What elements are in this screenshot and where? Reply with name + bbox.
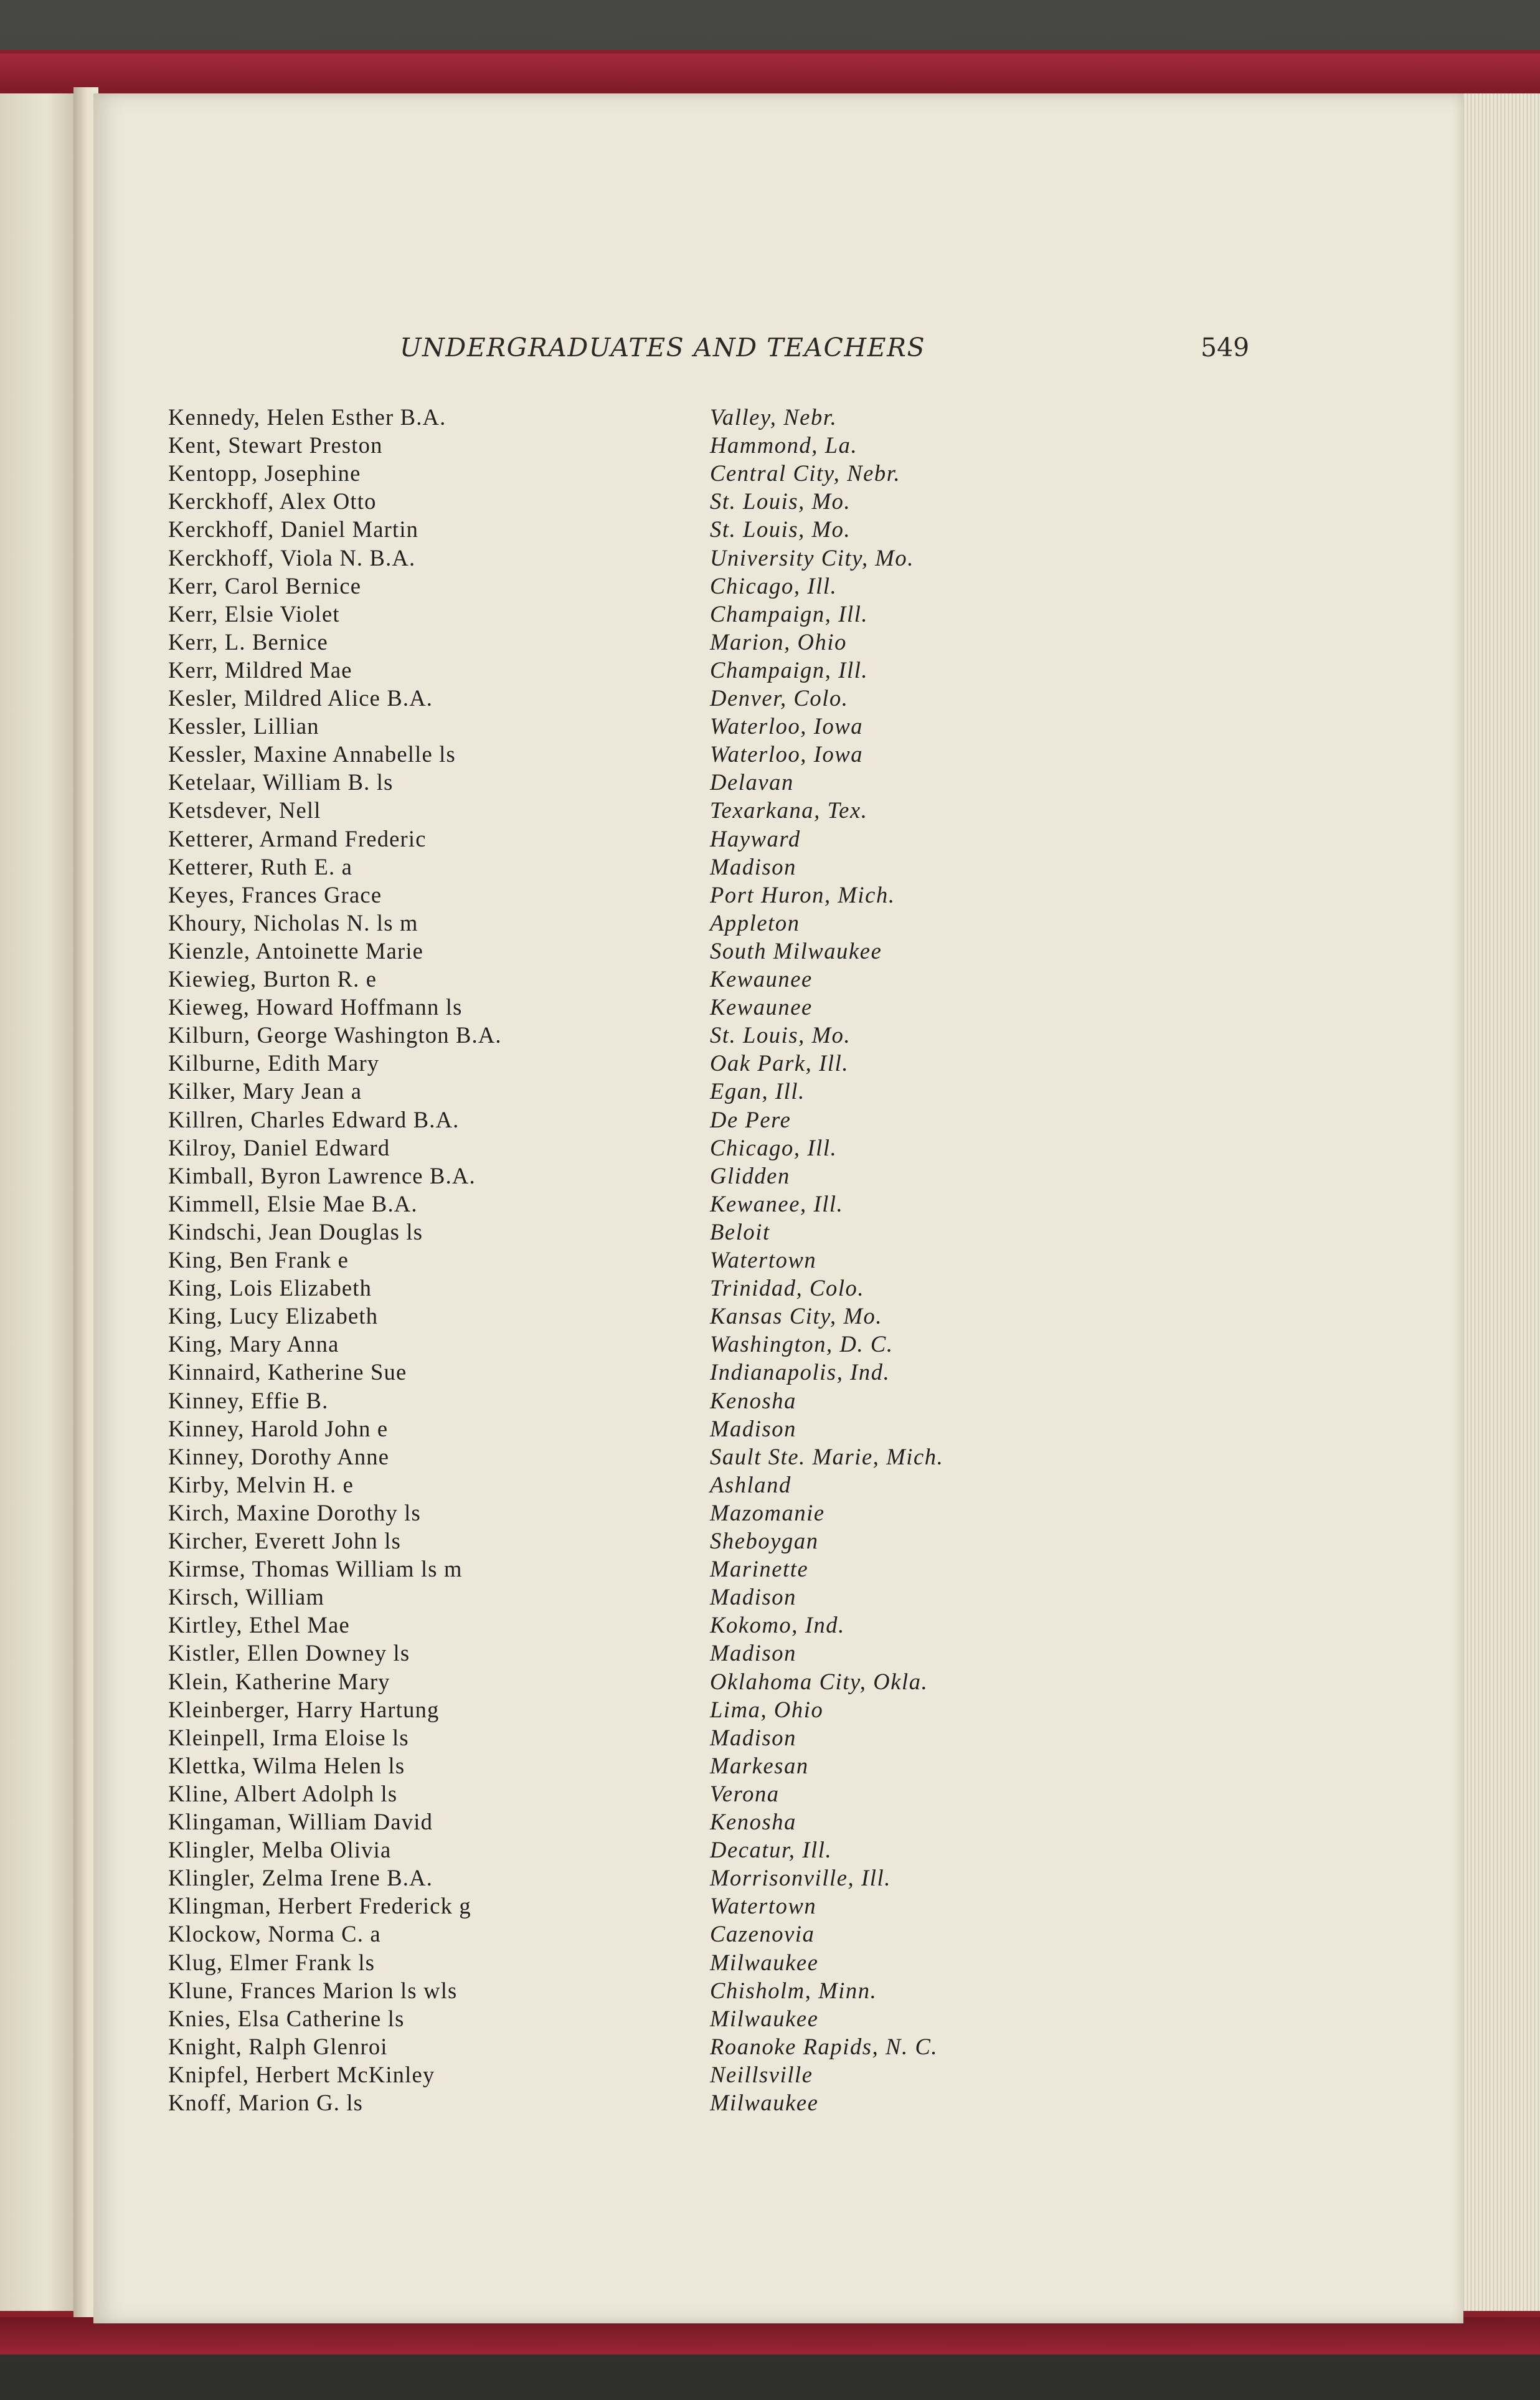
directory-entry — [0, 1050, 1540, 1078]
entry-place: Madison — [710, 1724, 796, 1750]
entry-name: Knoff, Marion G. ls — [168, 2090, 364, 2115]
entry-name: Ketterer, Armand Frederic — [168, 825, 427, 851]
entry-place: Central City, Nebr. — [710, 460, 901, 486]
entry-place: Oklahoma City, Okla. — [710, 1668, 928, 1694]
entry-name: Kirsch, William — [168, 1584, 325, 1610]
entry-name: Kienzle, Antoinette Marie — [168, 937, 424, 964]
directory-entry — [0, 1190, 1540, 1218]
entry-name: Kirby, Melvin H. e — [168, 1471, 354, 1497]
entry-name: Kilburne, Edith Mary — [168, 1050, 380, 1076]
entry-place: Champaign, Ill. — [710, 600, 869, 627]
directory-entry — [0, 853, 1540, 881]
entry-place: Indianapolis, Ind. — [710, 1359, 890, 1385]
entry-place: Kenosha — [710, 1809, 796, 1834]
entry-place: Egan, Ill. — [710, 1078, 805, 1104]
directory-entry — [0, 432, 1540, 460]
entry-place: Markesan — [710, 1752, 809, 1778]
entry-place: Lima, Ohio — [710, 1696, 824, 1722]
directory-entry — [0, 713, 1540, 741]
entry-name: Klockow, Norma C. a — [168, 1921, 381, 1947]
entry-name: Knight, Ralph Glenroi — [168, 2033, 388, 2059]
entry-name: Ketterer, Ruth E. a — [168, 853, 352, 880]
entry-place: Kewanee, Ill. — [710, 1190, 844, 1217]
directory-entry — [0, 1920, 1540, 1948]
directory-entry — [0, 1836, 1540, 1864]
entry-place: Watertown — [710, 1247, 817, 1273]
directory-entry — [0, 1218, 1540, 1246]
directory-entry — [0, 516, 1540, 544]
entry-name: Kimmell, Elsie Mae B.A. — [168, 1190, 418, 1217]
directory-entry — [0, 1864, 1540, 1892]
entry-place: Verona — [710, 1780, 780, 1806]
directory-entry — [0, 1752, 1540, 1780]
directory-entry — [0, 1162, 1540, 1190]
entry-place: Decatur, Ill. — [710, 1837, 833, 1863]
entry-place: Glidden — [710, 1162, 790, 1188]
directory-entry — [0, 1134, 1540, 1162]
directory-entry — [0, 2061, 1540, 2089]
directory-entry — [0, 488, 1540, 516]
entry-place: Cazenovia — [710, 1921, 815, 1947]
entry-name: Keyes, Frances Grace — [168, 881, 382, 908]
entry-name: Kirch, Maxine Dorothy ls — [168, 1499, 421, 1525]
entry-place: Appleton — [710, 909, 800, 936]
entry-name: Klune, Frances Marion ls wls — [168, 1977, 458, 2003]
entry-name: Kilburn, George Washington B.A. — [168, 1022, 502, 1048]
entry-name: Kilker, Mary Jean a — [168, 1078, 362, 1104]
entry-place: Neillsville — [710, 2061, 813, 2087]
directory-entry — [0, 1302, 1540, 1330]
directory-entry — [0, 1499, 1540, 1527]
directory-entry — [0, 460, 1540, 488]
directory-entry — [0, 1949, 1540, 1977]
directory-entry — [0, 628, 1540, 657]
entry-name: Kircher, Everett John ls — [168, 1528, 401, 1553]
entry-name: Kennedy, Helen Esther B.A. — [168, 404, 446, 430]
directory-entry — [0, 1808, 1540, 1836]
entry-place: Kewaunee — [710, 994, 813, 1020]
entry-place: St. Louis, Mo. — [710, 488, 851, 515]
entry-name: Kerr, Mildred Mae — [168, 657, 352, 683]
directory-entry — [0, 937, 1540, 965]
entry-name: Knies, Elsa Catherine ls — [168, 2005, 405, 2031]
entry-place: Beloit — [710, 1218, 770, 1245]
directory-entry — [0, 1892, 1540, 1920]
entry-name: Killren, Charles Edward B.A. — [168, 1106, 460, 1132]
entry-name: Kerckhoff, Daniel Martin — [168, 516, 419, 543]
entry-name: Kirtley, Ethel Mae — [168, 1612, 350, 1638]
entry-name: Khoury, Nicholas N. ls m — [168, 909, 418, 936]
entry-name: Kessler, Maxine Annabelle ls — [168, 741, 456, 767]
entry-place: Sheboygan — [710, 1528, 819, 1553]
directory-entry — [0, 600, 1540, 628]
entry-place: Madison — [710, 1640, 796, 1666]
running-title: UNDERGRADUATES AND TEACHERS — [400, 333, 926, 363]
entry-name: Klingaman, William David — [168, 1809, 433, 1834]
directory-entry — [0, 1724, 1540, 1752]
entry-place: Milwaukee — [710, 2005, 819, 2031]
directory-entry — [0, 2033, 1540, 2061]
entry-name: Kesler, Mildred Alice B.A. — [168, 685, 433, 711]
entry-name: Kinney, Effie B. — [168, 1387, 329, 1413]
directory-entry — [0, 2089, 1540, 2117]
directory-entry — [0, 1977, 1540, 2005]
directory-entry — [0, 909, 1540, 937]
entry-place: Ashland — [710, 1471, 791, 1497]
entry-place: Marion, Ohio — [710, 628, 847, 655]
directory-entry — [0, 1555, 1540, 1583]
directory-entry — [0, 544, 1540, 572]
entry-name: Kerr, L. Bernice — [168, 628, 328, 655]
entry-place: Valley, Nebr. — [710, 404, 838, 430]
entry-name: Knipfel, Herbert McKinley — [168, 2061, 435, 2087]
entry-place: Chicago, Ill. — [710, 1134, 838, 1160]
entry-place: Madison — [710, 1415, 796, 1441]
entry-name: King, Lois Elizabeth — [168, 1275, 372, 1301]
directory-entry — [0, 1668, 1540, 1696]
directory-entry — [0, 1696, 1540, 1724]
directory-entry — [0, 1359, 1540, 1387]
entry-name: Klingman, Herbert Frederick g — [168, 1893, 471, 1919]
directory-entry — [0, 1471, 1540, 1499]
entry-place: St. Louis, Mo. — [710, 516, 851, 543]
entry-name: Kessler, Lillian — [168, 713, 319, 739]
directory-entry — [0, 1387, 1540, 1415]
directory-entry — [0, 2005, 1540, 2033]
entry-place: Roanoke Rapids, N. C. — [710, 2033, 938, 2059]
directory-entry — [0, 1246, 1540, 1274]
directory-entry — [0, 769, 1540, 797]
entry-name: Kerr, Carol Bernice — [168, 572, 362, 599]
directory-entry — [0, 797, 1540, 825]
entry-place: Texarkana, Tex. — [710, 797, 868, 823]
entry-place: Morrisonville, Ill. — [710, 1865, 891, 1891]
entry-name: Klug, Elmer Frank ls — [168, 1949, 376, 1975]
entry-name: King, Mary Anna — [168, 1331, 339, 1357]
directory-entry — [0, 657, 1540, 685]
entry-place: Hammond, La. — [710, 432, 858, 458]
entry-name: Kerckhoff, Alex Otto — [168, 488, 377, 515]
entry-place: Kewaunee — [710, 966, 813, 992]
entry-place: Watertown — [710, 1893, 817, 1919]
entry-name: Kimball, Byron Lawrence B.A. — [168, 1162, 476, 1188]
entry-name: Kieweg, Howard Hoffmann ls — [168, 994, 463, 1020]
entry-name: Kistler, Ellen Downey ls — [168, 1640, 410, 1666]
entry-name: King, Lucy Elizabeth — [168, 1303, 379, 1329]
directory-entry — [0, 1022, 1540, 1050]
directory-entry — [0, 1330, 1540, 1359]
entry-name: Klingler, Zelma Irene B.A. — [168, 1865, 433, 1891]
entry-place: Kenosha — [710, 1387, 796, 1413]
entry-name: Kinney, Dorothy Anne — [168, 1443, 390, 1469]
entry-place: Marinette — [710, 1556, 809, 1582]
directory-entry — [0, 1527, 1540, 1555]
directory-entry — [0, 1106, 1540, 1134]
directory-entry — [0, 1443, 1540, 1471]
directory-entry — [0, 1078, 1540, 1106]
entry-name: Klingler, Melba Olivia — [168, 1837, 392, 1863]
entry-place: Port Huron, Mich. — [710, 881, 895, 908]
entry-place: Milwaukee — [710, 2090, 819, 2115]
entry-place: Madison — [710, 1584, 796, 1610]
directory-entry — [0, 825, 1540, 853]
entry-place: Trinidad, Colo. — [710, 1275, 865, 1301]
entry-place: Sault Ste. Marie, Mich. — [710, 1443, 944, 1469]
entry-place: Denver, Colo. — [710, 685, 849, 711]
entry-name: King, Ben Frank e — [168, 1247, 349, 1273]
entry-place: Madison — [710, 853, 796, 880]
directory-entry — [0, 685, 1540, 713]
entry-name: Kinney, Harold John e — [168, 1415, 389, 1441]
entry-name: Kilroy, Daniel Edward — [168, 1134, 390, 1160]
entry-name: Kinnaird, Katherine Sue — [168, 1359, 407, 1385]
entry-place: Chisholm, Minn. — [710, 1977, 877, 2003]
entry-name: Kent, Stewart Preston — [168, 432, 383, 458]
directory-entry — [0, 994, 1540, 1022]
entry-place: Chicago, Ill. — [710, 572, 838, 599]
entry-name: Kerckhoff, Viola N. B.A. — [168, 544, 416, 571]
entry-name: Kindschi, Jean Douglas ls — [168, 1218, 423, 1245]
entry-place: South Milwaukee — [710, 937, 882, 964]
entry-place: Milwaukee — [710, 1949, 819, 1975]
entry-place: Champaign, Ill. — [710, 657, 869, 683]
entry-name: Ketelaar, William B. ls — [168, 769, 394, 795]
directory-entry — [0, 1415, 1540, 1443]
entry-place: St. Louis, Mo. — [710, 1022, 851, 1048]
entry-place: Mazomanie — [710, 1499, 825, 1525]
directory-entry — [0, 1639, 1540, 1667]
entry-place: Washington, D. C. — [710, 1331, 894, 1357]
directory-entry — [0, 1274, 1540, 1302]
directory-entry — [0, 572, 1540, 600]
entry-place: Oak Park, Ill. — [710, 1050, 849, 1076]
directory-entry — [0, 965, 1540, 994]
entry-place: Waterloo, Iowa — [710, 741, 864, 767]
entry-name: Klein, Katherine Mary — [168, 1668, 390, 1694]
entry-name: Kentopp, Josephine — [168, 460, 361, 486]
entry-name: Klettka, Wilma Helen ls — [168, 1752, 405, 1778]
entry-place: Hayward — [710, 825, 801, 851]
entry-place: Kokomo, Ind. — [710, 1612, 845, 1638]
directory-entry — [0, 741, 1540, 769]
directory-entry — [0, 404, 1540, 432]
entry-place: Delavan — [710, 769, 794, 795]
entry-place: University City, Mo. — [710, 544, 915, 571]
entry-place: Waterloo, Iowa — [710, 713, 864, 739]
page-number: 549 — [1201, 333, 1250, 363]
entry-place: De Pere — [710, 1106, 791, 1132]
entry-name: Kline, Albert Adolph ls — [168, 1780, 398, 1806]
directory-entry — [0, 1611, 1540, 1639]
entry-name: Ketsdever, Nell — [168, 797, 321, 823]
entry-name: Kleinberger, Harry Hartung — [168, 1696, 440, 1722]
directory-entry — [0, 881, 1540, 909]
entry-name: Kerr, Elsie Violet — [168, 600, 340, 627]
directory-entry — [0, 1780, 1540, 1808]
directory-entry — [0, 1583, 1540, 1611]
entry-name: Kleinpell, Irma Eloise ls — [168, 1724, 409, 1750]
entry-place: Kansas City, Mo. — [710, 1303, 883, 1329]
entry-name: Kirmse, Thomas William ls m — [168, 1556, 463, 1582]
entry-name: Kiewieg, Burton R. e — [168, 966, 377, 992]
